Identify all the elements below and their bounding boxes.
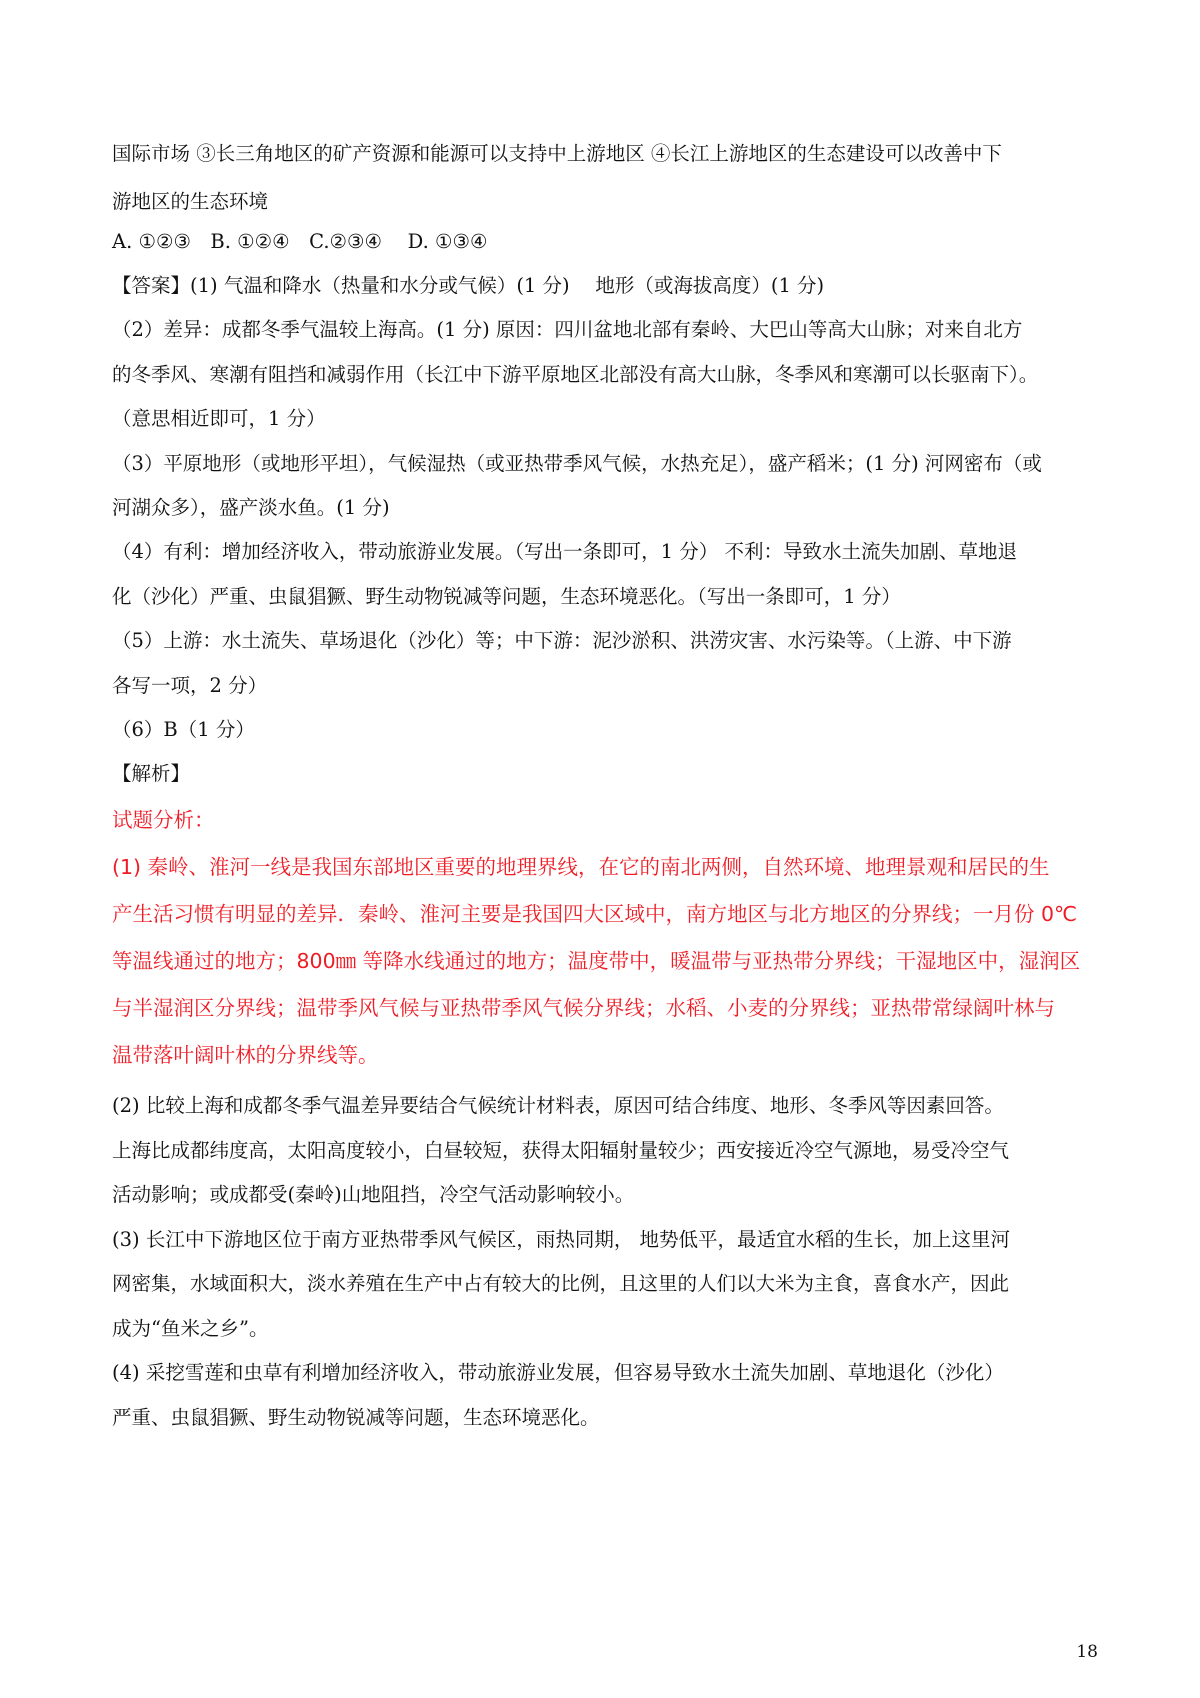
answer-line: 的冬季风、寒潮有阻挡和减弱作用（长江中下游平原地区北部没有高大山脉，冬季风和寒潮可以长驱南下）。: [112, 362, 1039, 386]
answer-line: （意思相近即可，1 分）: [112, 407, 326, 431]
analysis-line: (4) 采挖雪莲和虫草有利增加经济收入，带动旅游业发展，但容易导致水土流失加剧、草地退化（沙化）: [112, 1361, 1004, 1384]
analysis-line: (1) 秦岭、淮河一线是我国东部地区重要的地理界线，在它的南北两侧，自然环境、地理景观和居民的生: [112, 855, 1050, 879]
options-line: A. ①②③ B. ①②④ C.②③④ D. ①③④: [112, 230, 488, 253]
answer-line: （2）差异：成都冬季气温较上海高。(1 分) 原因：四川盆地北部有秦岭、大巴山等高大山脉；对来自北方: [112, 318, 1023, 342]
answer-line: 化（沙化）严重、虫鼠猖獗、野生动物锐减等问题，生态环境恶化。（写出一条即可，1 分）: [112, 584, 901, 608]
section-heading: 【解析】: [112, 762, 191, 785]
text-line: 国际市场 ③长三角地区的矿产资源和能源可以支持中上游地区 ④长江上游地区的生态建设可以改善中下: [112, 142, 1002, 165]
analysis-line: (2) 比较上海和成都冬季气温差异要结合气候统计材料表，原因可结合纬度、地形、冬季风等因素回答。: [112, 1094, 1004, 1117]
answer-line: （6）B（1 分）: [112, 718, 255, 742]
answer-line: 河湖众多），盛产淡水鱼。(1 分): [112, 496, 390, 520]
question-tail: [112, 130, 1100, 226]
analysis-heading: [112, 752, 1100, 796]
analysis-line: 成为“鱼米之乡”。: [112, 1316, 269, 1340]
analysis-line: 网密集，水域面积大，淡水养殖在生产中占有较大的比例，且这里的人们以大米为主食，喜食水产，因此: [112, 1272, 1010, 1295]
analysis-line: 等温线通过的地方；800㎜ 等降水线通过的地方；温度带中，暖温带与亚热带分界线；干湿地区中，湿润区: [112, 949, 1081, 973]
answer-line: 【答案】(1) 气温和降水（热量和水分或气候）(1 分) 地形（或海拔高度）(1 分): [112, 274, 825, 297]
analysis-line: 试题分析：: [112, 808, 215, 832]
answer-line: （5）上游：水土流失、草场退化（沙化）等；中下游：泥沙淤积、洪涝灾害、水污染等。（上游、中下游: [112, 629, 1012, 653]
analysis-line: 与半湿润区分界线；温带季风气候与亚热带季风气候分界线；水稻、小麦的分界线；亚热带常绿阔叶林与: [112, 996, 1055, 1020]
answer-line: 各写一项，2 分）: [112, 673, 268, 697]
answer-line: （3）平原地形（或地形平坦），气候湿热（或亚热带季风气候，水热充足），盛产稻米；(1 分) 河网密布（或: [112, 451, 1042, 475]
page-number: 18: [1076, 1642, 1098, 1662]
analysis-red-block: [112, 797, 1100, 1079]
answer-line: （4）有利：增加经济收入，带动旅游业发展。（写出一条即可，1 分） 不利：导致水土流失加剧、草地退: [112, 540, 1017, 564]
answer-options: [112, 222, 1100, 262]
analysis-line: 活动影响；或成都受(秦岭)山地阻挡，冷空气活动影响较小。: [112, 1183, 635, 1206]
analysis-line: 严重、虫鼠猖獗、野生动物锐减等问题，生态环境恶化。: [112, 1405, 600, 1429]
analysis-black-block: [112, 1084, 1100, 1440]
analysis-line: 上海比成都纬度高，太阳高度较小，白昼较短，获得太阳辐射量较少；西安接近冷空气源地，易受冷空气: [112, 1138, 1010, 1162]
analysis-line: (3) 长江中下游地区位于南方亚热带季风气候区，雨热同期， 地势低平，最适宜水稻的生长，加上这里河: [112, 1227, 1011, 1251]
analysis-line: 温带落叶阔叶林的分界线等。: [112, 1043, 379, 1067]
text-line: 游地区的生态环境: [112, 190, 269, 213]
answer-section: [112, 264, 1100, 752]
analysis-line: 产生活习惯有明显的差异．秦岭、淮河主要是我国四大区域中，南方地区与北方地区的分界线；一月份 0℃: [112, 902, 1078, 926]
